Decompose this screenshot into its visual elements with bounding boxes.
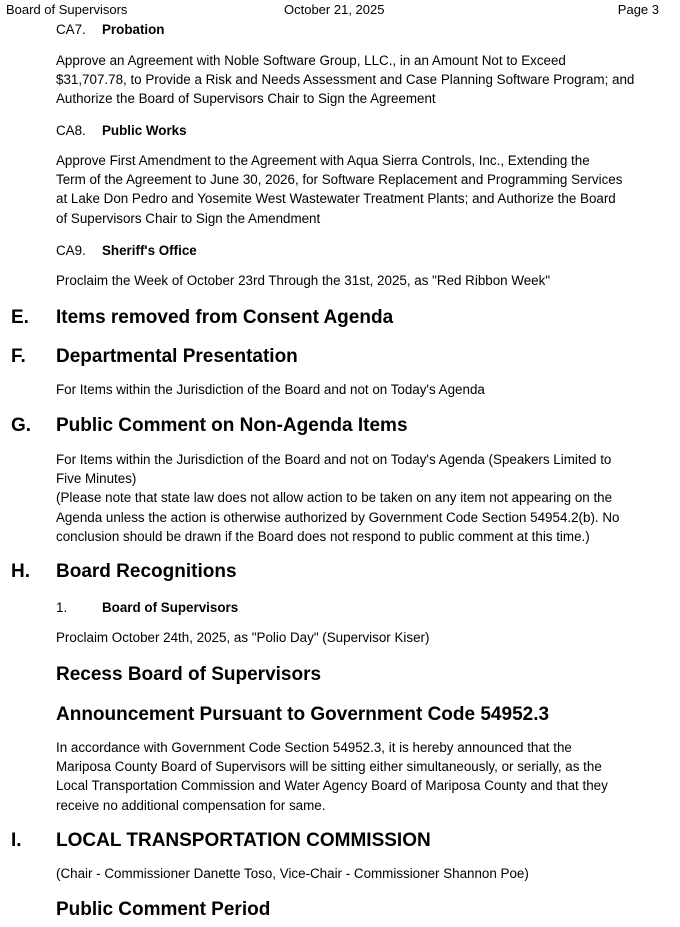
item-number: CA7.: [56, 22, 86, 37]
text-line: Five Minutes): [56, 471, 137, 487]
item-number: 1.: [56, 600, 68, 615]
text-line: of Supervisors Chair to Sign the Amendment: [56, 210, 321, 226]
item-description: [56, 151, 622, 228]
header-date: October 21, 2025: [284, 2, 385, 17]
section-description: [56, 380, 485, 399]
item-description: [56, 628, 429, 647]
text-line: at Lake Don Pedro and Yosemite West Wastewater Treatment Plants; and Authorize the Board: [56, 191, 616, 207]
text-line: Proclaim October 24th, 2025, as "Polio Day" (Supervisor Kiser): [56, 630, 430, 645]
text-line: Proclaim the Week of October 23rd Through the 31st, 2025, as "Red Ribbon Week": [56, 273, 551, 288]
announcement-title: Announcement Pursuant to Government Code 54952.3: [56, 704, 550, 725]
text-line: Approve First Amendment to the Agreement with Aqua Sierra Controls, Inc., Extending the: [56, 153, 590, 168]
item-title: Board of Supervisors: [102, 600, 239, 615]
text-line: Term of the Agreement to June 30, 2026, for Software Replacement and Programming Services: [56, 172, 623, 188]
text-line: Agenda unless the action is otherwise authorized by Government Code Section 54954.2(b). No: [56, 509, 620, 525]
section-title: Board Recognitions: [56, 561, 237, 582]
text-line: (Chair - Commissioner Danette Toso, Vice-Chair - Commissioner Shannon Poe): [56, 866, 529, 881]
text-line: Mariposa County Board of Supervisors will be sitting either simultaneously, or serially, as the: [56, 759, 602, 775]
text-line: Approve an Agreement with Noble Software Group, LLC., in an Amount Not to Exceed: [56, 53, 566, 68]
section-letter: G.: [11, 415, 32, 436]
section-letter: E.: [11, 307, 29, 328]
section-letter: I.: [11, 830, 22, 851]
section-title: Public Comment on Non-Agenda Items: [56, 415, 408, 436]
text-line: In accordance with Government Code Section 54952.3, it is hereby announced that the: [56, 740, 572, 755]
item-title: Probation: [102, 22, 165, 37]
text-line: conclusion should be drawn if the Board does not respond to public comment at this time.): [56, 528, 590, 544]
section-letter: F.: [11, 346, 26, 367]
announcement-text: [56, 738, 608, 815]
item-description: [56, 51, 634, 109]
text-line: $31,707.78, to Provide a Risk and Needs Assessment and Case Planning Software Program; and: [56, 72, 635, 88]
item-number: CA8.: [56, 123, 86, 138]
text-line: For Items within the Jurisdiction of the Board and not on Today's Agenda: [56, 382, 485, 397]
section-description: [56, 450, 620, 546]
text-line: (Please note that state law does not allow action to be taken on any item not appearing on the: [56, 490, 613, 506]
text-line: Local Transportation Commission and Water Agency Board of Mariposa County and that they: [56, 778, 608, 794]
recess-title: Recess Board of Supervisors: [56, 664, 322, 685]
item-number: CA9.: [56, 243, 86, 258]
item-description: [56, 271, 550, 290]
header-board-name: Board of Supervisors: [6, 2, 128, 17]
section-title: LOCAL TRANSPORTATION COMMISSION: [56, 830, 431, 851]
item-title: Public Works: [102, 123, 187, 138]
text-line: For Items within the Jurisdiction of the Board and not on Today's Agenda (Speakers Limited to: [56, 452, 612, 467]
text-line: Authorize the Board of Supervisors Chair to Sign the Agreement: [56, 91, 436, 107]
section-title: Items removed from Consent Agenda: [56, 307, 394, 328]
section-description: [56, 864, 529, 883]
item-title: Sheriff's Office: [102, 243, 197, 258]
header-page-number: Page 3: [617, 2, 659, 17]
section-title: Departmental Presentation: [56, 346, 298, 367]
text-line: receive no additional compensation for same.: [56, 797, 326, 813]
public-comment-title: Public Comment Period: [56, 899, 271, 920]
section-letter: H.: [11, 561, 30, 582]
